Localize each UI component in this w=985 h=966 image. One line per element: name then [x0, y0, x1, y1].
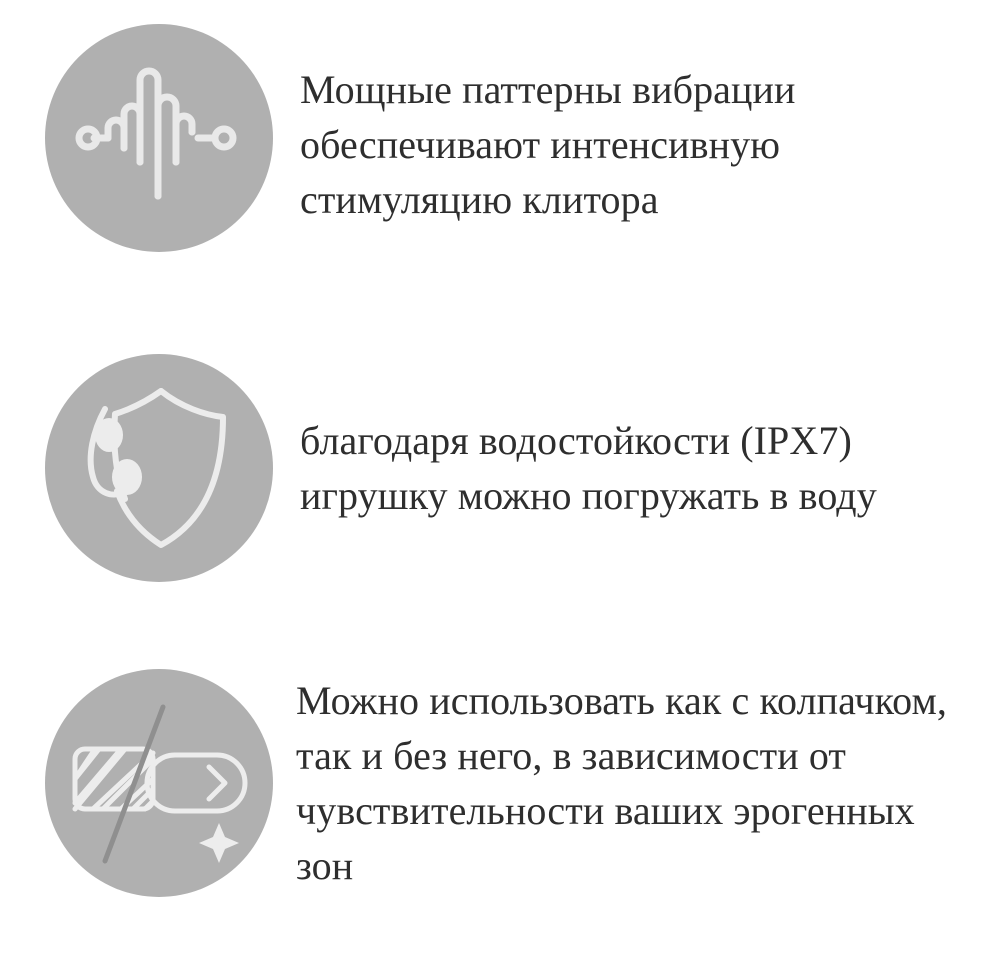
- feature-icon-container: [44, 669, 274, 897]
- waterproof-shield-droplet-icon: [45, 354, 273, 582]
- feature-text: Можно использовать как с колпачком, так и без него, в зависимости от чувствительности ваших эрогенных зон: [296, 677, 947, 889]
- feature-text: Мощные паттерны вибрации обеспечивают интенсивную стимуляцию клитора: [300, 67, 796, 223]
- feature-icon-container: [44, 354, 274, 582]
- vibration-waveform-icon: [45, 24, 273, 252]
- with-or-without-cap-icon: [45, 669, 273, 897]
- feature-row: [0, 18, 985, 318]
- feature-icon-container: [44, 18, 274, 252]
- feature-row: [0, 318, 985, 618]
- feature-row: [0, 618, 985, 948]
- feature-text: благодаря водостойкости (IPX7) игрушку можно погружать в воду: [300, 417, 877, 518]
